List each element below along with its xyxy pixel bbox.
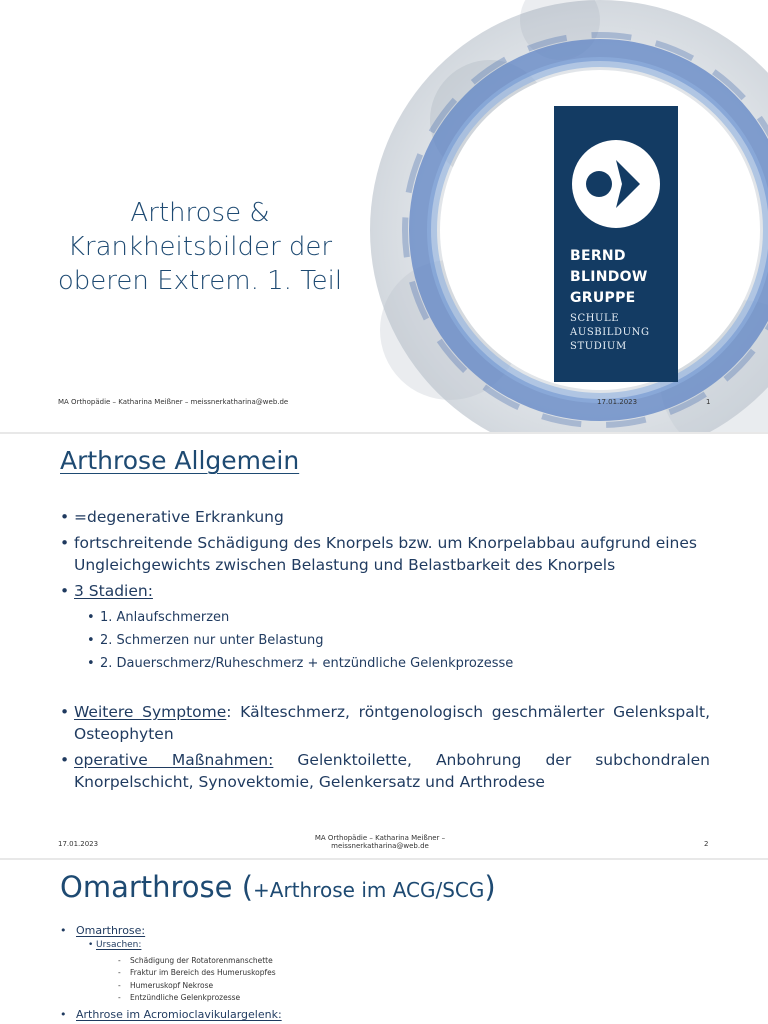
slide-1-title <box>40 196 360 298</box>
slide-2-footer-date: 17.01.2023 <box>58 840 99 848</box>
logo-sub-line-1: SCHULE <box>570 313 620 324</box>
item-omarthrose: • Omarthrose: <box>60 924 129 937</box>
logo-sub-line-2: AUSBILDUNG <box>570 327 650 338</box>
slide-2-title: Arthrose Allgemein <box>60 446 300 475</box>
title-line-1: Arthrose & <box>130 198 270 228</box>
slide-3-title: Omarthrose (+Arthrose im ACG/SCG) <box>60 870 496 904</box>
bernd-blindow-logo <box>554 106 678 382</box>
cause-2: - Fraktur im Bereich des Humeruskopfes <box>118 968 264 977</box>
slide-2-page-number: 2 <box>704 840 709 848</box>
slide-2 <box>0 434 768 858</box>
slide-1 <box>0 0 768 432</box>
logo-sub-line-3: STUDIUM <box>570 341 627 352</box>
bullet-stages: • 3 Stadien: <box>60 580 710 602</box>
footer-author-line-2: meissnerkatharina@web.de <box>331 842 429 850</box>
slide-1-footer-date: 17.01.2023 <box>597 398 638 406</box>
bullet-degenerative: • =degenerative Erkrankung <box>60 506 710 528</box>
cause-1: - Schädigung der Rotatorenmanschette <box>118 956 261 965</box>
slide-2-bullets <box>60 506 710 797</box>
logo-name-line-2: BLINDOW <box>570 269 648 285</box>
footer-author-line-1: MA Orthopädie – Katharina Meißner – <box>314 834 446 842</box>
stage-3: • 2. Dauerschmerz/Ruheschmerz + entzündliche Gelenkprozesse <box>60 652 710 675</box>
title-line-3: oberen Extrem. 1. Teil <box>57 266 343 296</box>
bullet-symptoms: • Weitere Symptome: Kälteschmerz, röntgenologisch geschmälerter Gelenkspalt, Osteophyten <box>60 701 710 745</box>
item-acg-arthrose: • Arthrose im Acromioclavikulargelenk: <box>60 1008 266 1021</box>
logo-name-line-1: BERND <box>570 248 626 264</box>
logo-name <box>570 246 648 309</box>
slide-1-page-number: 1 <box>706 398 711 406</box>
stage-2: • 2. Schmerzen nur unter Belastung <box>60 629 710 652</box>
slide-3 <box>0 860 768 1024</box>
slide-2-footer-author <box>300 834 460 850</box>
logo-arrow-icon <box>572 140 660 228</box>
stage-1: • 1. Anlaufschmerzen <box>60 606 710 629</box>
bullet-operative: • operative Maßnahmen: Gelenktoilette, Anbohrung der subchondralen Knorpelschicht, Synovektomie, Gelenkersatz und Arthrodese <box>60 749 710 793</box>
title-line-2: Krankheitsbilder der <box>67 232 333 262</box>
logo-subtitle <box>570 312 650 354</box>
slide-1-footer-author: MA Orthopädie – Katharina Meißner – meissnerkatharina@web.de <box>58 398 289 406</box>
cause-4: - Entzündliche Gelenkprozesse <box>118 993 228 1002</box>
cause-3: - Humeruskopf Nekrose <box>118 981 201 990</box>
item-causes: • Ursachen: <box>88 940 133 950</box>
bullet-progression: • fortschreitende Schädigung des Knorpels bzw. um Knorpelabbau aufgrund eines Ungleichgewichts zwischen Belastung und Belastbarkeit des Knorpels <box>60 532 710 576</box>
logo-name-line-3: GRUPPE <box>570 290 636 306</box>
